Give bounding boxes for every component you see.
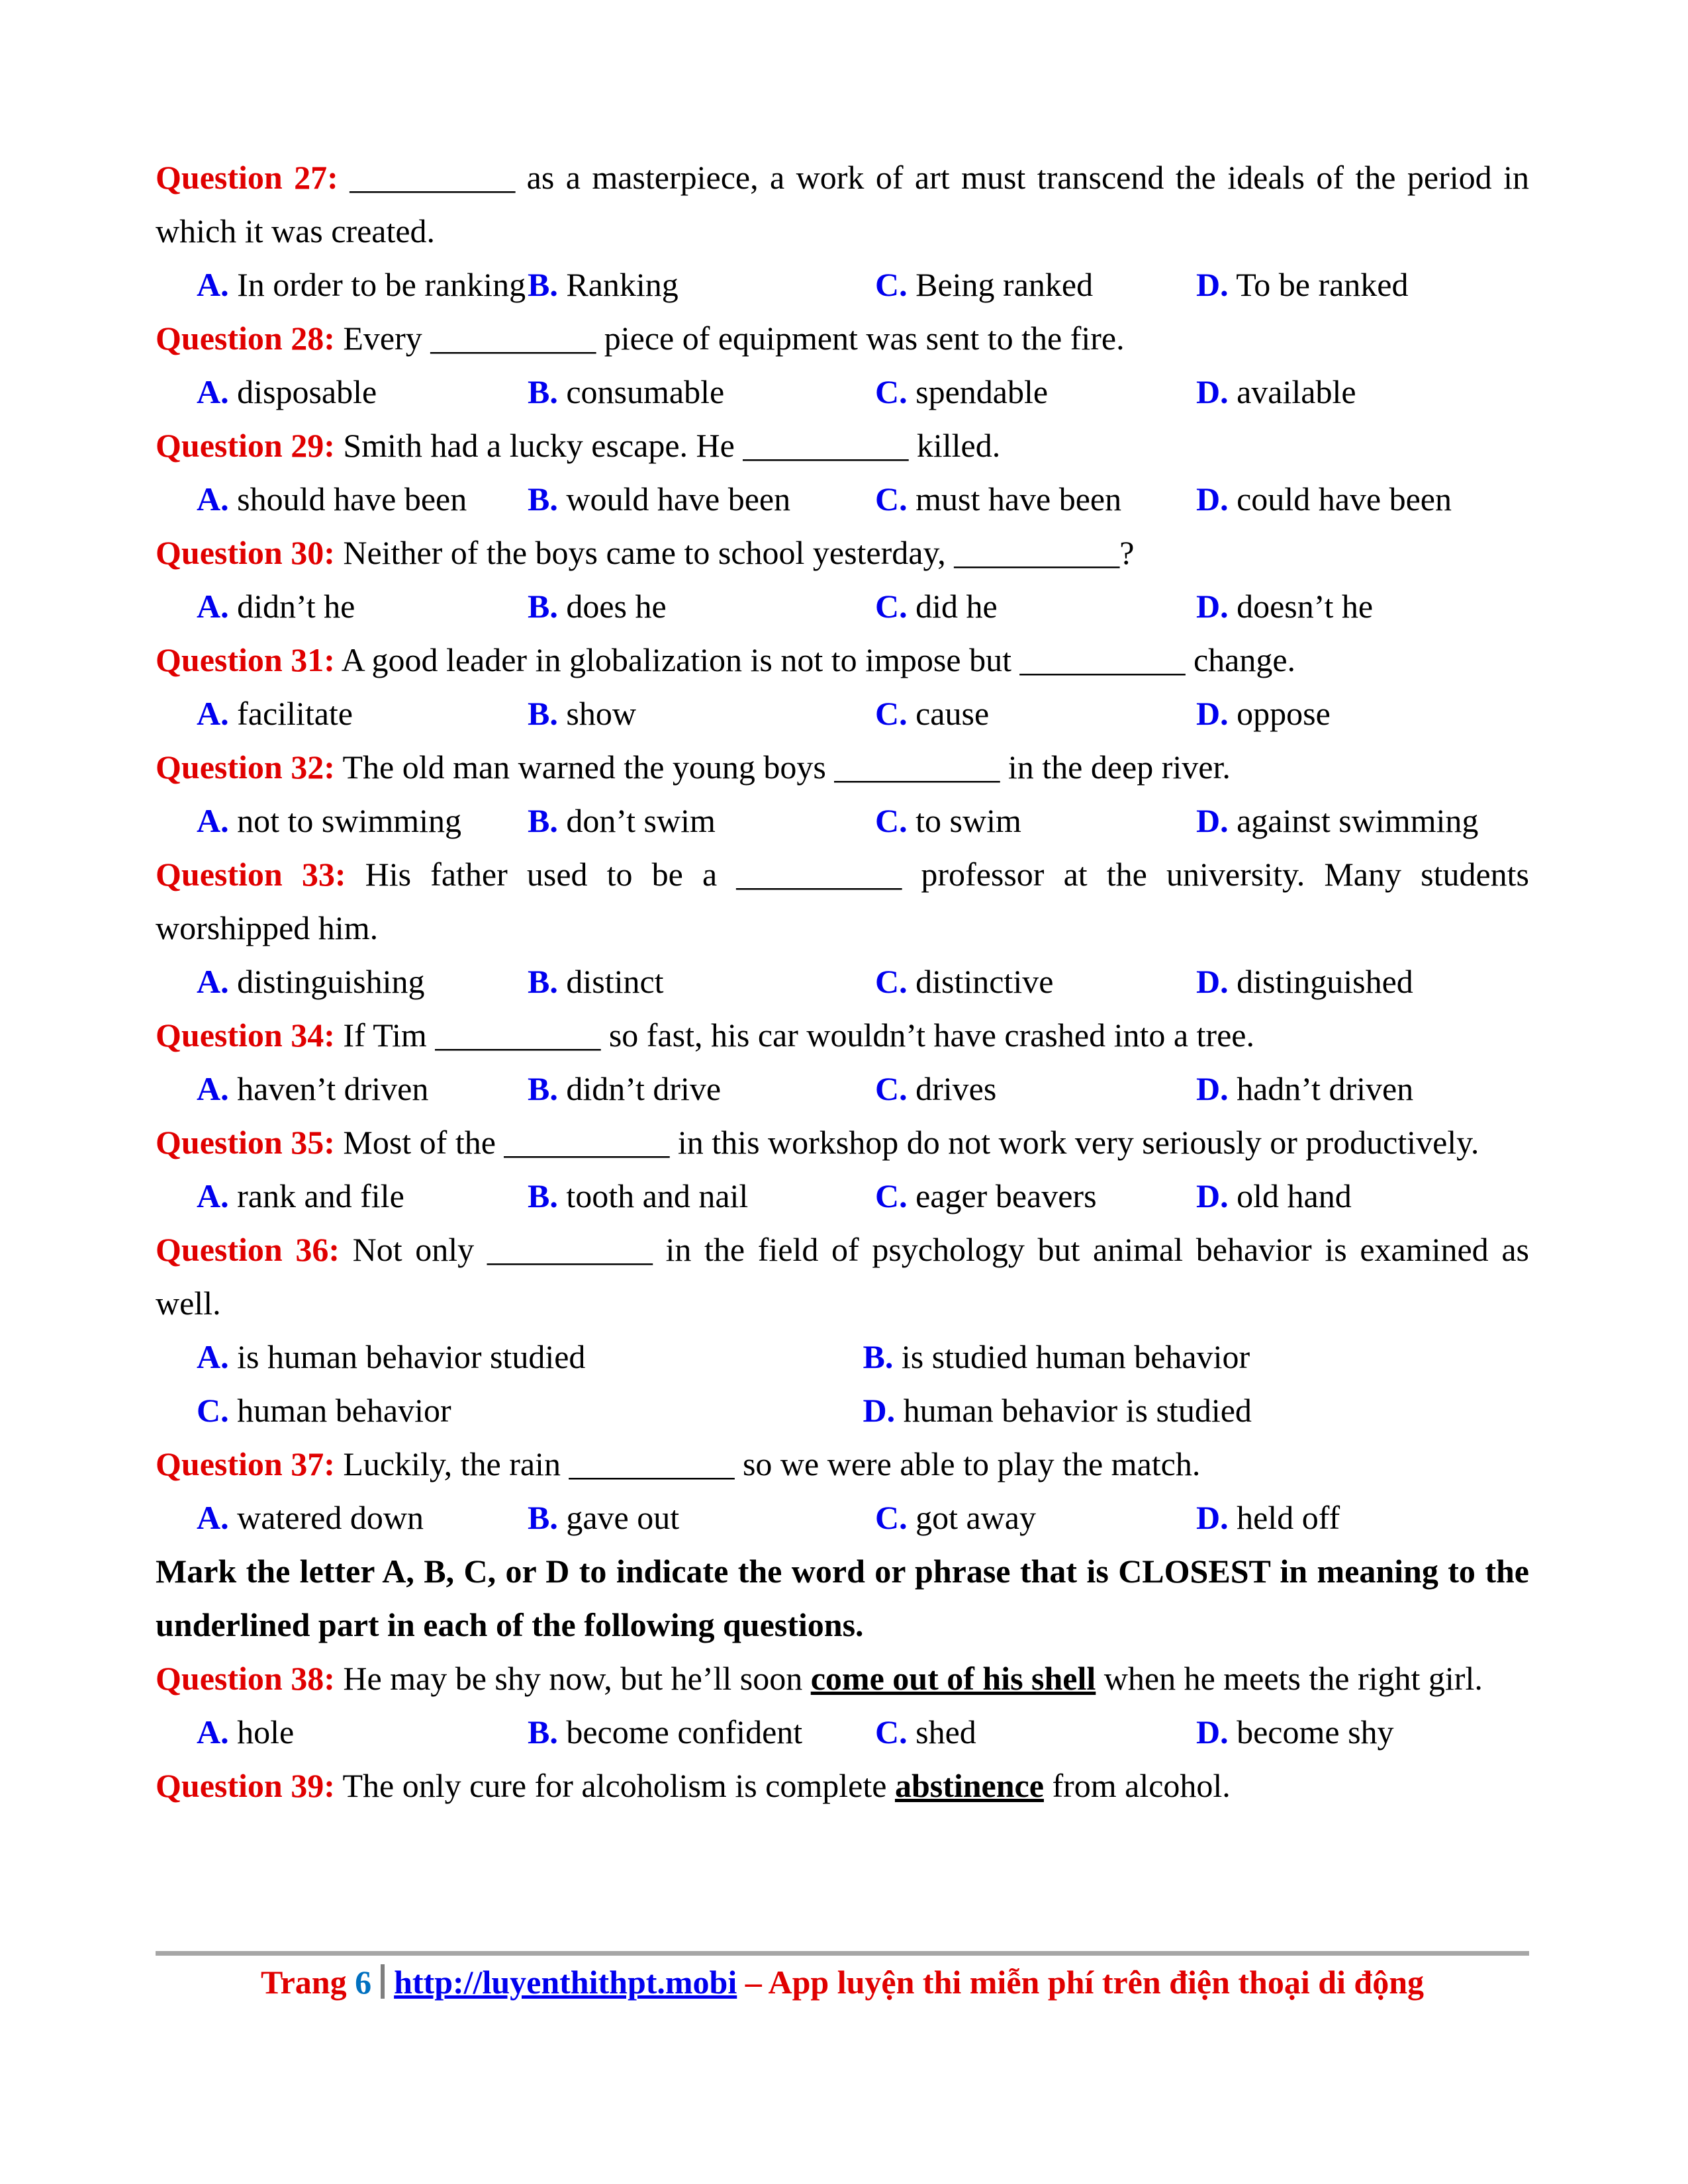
question-27 <box>156 151 1529 258</box>
answer-options <box>156 1330 1529 1384</box>
footer-tagline: – App luyện thi miễn phí trên điện thoại di động <box>737 1964 1425 2001</box>
question-label: Question 34: <box>156 1017 335 1054</box>
option-b[interactable]: B. gave out <box>528 1499 680 1536</box>
option-c[interactable]: C. Being ranked <box>875 266 1094 303</box>
underlined-phrase: come out of his shell <box>810 1660 1096 1697</box>
question-label: Question 36: <box>156 1231 340 1268</box>
question-text-before: The only cure for alcoholism is complete <box>334 1767 895 1804</box>
question-text: The old man warned the young boys __________ in the deep river. <box>334 749 1231 786</box>
question-text: __________ as a masterpiece, a work of art must transcend the ideals of the period in which it was created. <box>156 159 1529 250</box>
question-text: Neither of the boys came to school yesterday, __________? <box>334 534 1135 571</box>
question-label: Question 33: <box>156 856 346 893</box>
option-b[interactable]: B. would have been <box>528 480 791 518</box>
question-label: Question 38: <box>156 1660 335 1697</box>
question-label: Question 39: <box>156 1767 335 1804</box>
question-label: Question 37: <box>156 1445 335 1482</box>
answer-options <box>156 687 1529 741</box>
option-b[interactable]: B. is studied human behavior <box>863 1338 1250 1375</box>
answer-options <box>156 955 1529 1009</box>
option-d[interactable]: D. To be ranked <box>1196 266 1409 303</box>
question-38 <box>156 1652 1529 1706</box>
answer-options <box>156 1706 1529 1759</box>
option-c[interactable]: C. shed <box>875 1713 976 1751</box>
question-text-after: when he meets the right girl. <box>1096 1660 1483 1697</box>
option-c[interactable]: C. must have been <box>875 480 1122 518</box>
exam-content <box>156 151 1529 1813</box>
footer-separator <box>381 1964 385 1999</box>
option-a[interactable]: A. facilitate <box>197 695 353 732</box>
option-d[interactable]: D. oppose <box>1196 695 1331 732</box>
option-c[interactable]: C. to swim <box>875 802 1021 839</box>
question-text: Smith had a lucky escape. He __________ killed. <box>334 427 1001 464</box>
question-text: Most of the __________ in this workshop do not work very seriously or productively. <box>334 1124 1479 1161</box>
answer-options <box>156 365 1529 419</box>
option-a[interactable]: A. watered down <box>197 1499 424 1536</box>
answer-options <box>156 580 1529 633</box>
question-text: Not only __________ in the field of psychology but animal behavior is examined as well. <box>156 1231 1529 1322</box>
question-text: His father used to be a __________ professor at the university. Many students worshipped him. <box>156 856 1529 946</box>
question-30 <box>156 526 1529 580</box>
option-d[interactable]: D. held off <box>1196 1499 1340 1536</box>
option-d[interactable]: D. old hand <box>1196 1177 1352 1214</box>
option-a[interactable]: A. In order to be ranking <box>197 266 526 303</box>
question-34 <box>156 1009 1529 1062</box>
option-d[interactable]: D. distinguished <box>1196 963 1413 1000</box>
option-d[interactable]: D. against swimming <box>1196 802 1479 839</box>
option-d[interactable]: D. could have been <box>1196 480 1452 518</box>
option-b[interactable]: B. don’t swim <box>528 802 716 839</box>
answer-options <box>156 1384 1529 1437</box>
option-a[interactable]: A. didn’t he <box>197 588 355 625</box>
question-31 <box>156 633 1529 687</box>
question-text-after: from alcohol. <box>1043 1767 1231 1804</box>
page-footer <box>156 1959 1529 2005</box>
option-c[interactable]: C. spendable <box>875 373 1049 410</box>
question-35 <box>156 1116 1529 1169</box>
option-a[interactable]: A. not to swimming <box>197 802 462 839</box>
question-text-before: He may be shy now, but he’ll soon <box>334 1660 811 1697</box>
question-28 <box>156 312 1529 365</box>
website-link[interactable]: http://luyenthithpt.mobi <box>394 1964 737 2001</box>
answer-options <box>156 794 1529 848</box>
option-c[interactable]: C. got away <box>875 1499 1036 1536</box>
question-text: Luckily, the rain __________ so we were able to play the match. <box>334 1445 1201 1482</box>
question-36 <box>156 1223 1529 1330</box>
question-text: Every __________ piece of equipment was sent to the fire. <box>334 320 1125 357</box>
option-b[interactable]: B. become confident <box>528 1713 803 1751</box>
question-label: Question 27: <box>156 159 338 196</box>
question-29 <box>156 419 1529 473</box>
answer-options <box>156 1062 1529 1116</box>
option-b[interactable]: B. distinct <box>528 963 664 1000</box>
option-c[interactable]: C. drives <box>875 1070 997 1107</box>
answer-options <box>156 473 1529 526</box>
option-b[interactable]: B. does he <box>528 588 667 625</box>
question-label: Question 29: <box>156 427 335 464</box>
underlined-phrase: abstinence <box>894 1767 1044 1804</box>
section-instruction: Mark the letter A, B, C, or D to indicate the word or phrase that is CLOSEST in meaning to the underlined part in each of the following questions. <box>156 1553 1529 1643</box>
question-label: Question 31: <box>156 641 335 678</box>
answer-options <box>156 1169 1529 1223</box>
option-b[interactable]: B. Ranking <box>528 266 679 303</box>
option-a[interactable]: A. rank and file <box>197 1177 404 1214</box>
page-label: Trang <box>260 1964 347 2001</box>
option-b[interactable]: B. consumable <box>528 373 725 410</box>
option-c[interactable]: C. human behavior <box>197 1392 451 1429</box>
option-c[interactable]: C. eager beavers <box>875 1177 1097 1214</box>
option-b[interactable]: B. show <box>528 695 636 732</box>
option-d[interactable]: D. become shy <box>1196 1713 1394 1751</box>
option-b[interactable]: B. didn’t drive <box>528 1070 722 1107</box>
option-d[interactable]: D. hadn’t driven <box>1196 1070 1414 1107</box>
question-37 <box>156 1437 1529 1491</box>
question-39 <box>156 1759 1529 1813</box>
answer-options <box>156 258 1529 312</box>
option-c[interactable]: C. did he <box>875 588 998 625</box>
question-32 <box>156 741 1529 794</box>
option-c[interactable]: C. distinctive <box>875 963 1054 1000</box>
question-text: A good leader in globalization is not to impose but __________ change. <box>334 641 1296 678</box>
question-list <box>156 151 1529 1545</box>
option-a[interactable]: A. should have been <box>197 480 467 518</box>
option-c[interactable]: C. cause <box>875 695 990 732</box>
option-a[interactable]: A. disposable <box>197 373 377 410</box>
question-label: Question 35: <box>156 1124 335 1161</box>
option-a[interactable]: A. haven’t driven <box>197 1070 429 1107</box>
option-b[interactable]: B. tooth and nail <box>528 1177 749 1214</box>
question-label: Question 32: <box>156 749 335 786</box>
page-number: 6 <box>355 1964 372 2001</box>
question-text: If Tim __________ so fast, his car wouldn’t have crashed into a tree. <box>334 1017 1254 1054</box>
question-33 <box>156 848 1529 955</box>
option-a[interactable]: A. distinguishing <box>197 963 425 1000</box>
question-label: Question 28: <box>156 320 335 357</box>
question-label: Question 30: <box>156 534 335 571</box>
answer-options <box>156 1491 1529 1545</box>
option-d[interactable]: D. human behavior is studied <box>863 1392 1252 1429</box>
option-d[interactable]: D. available <box>1196 373 1356 410</box>
option-a[interactable]: A. hole <box>197 1713 295 1751</box>
footer-divider <box>156 1951 1529 1956</box>
option-a[interactable]: A. is human behavior studied <box>197 1338 586 1375</box>
option-d[interactable]: D. doesn’t he <box>1196 588 1374 625</box>
